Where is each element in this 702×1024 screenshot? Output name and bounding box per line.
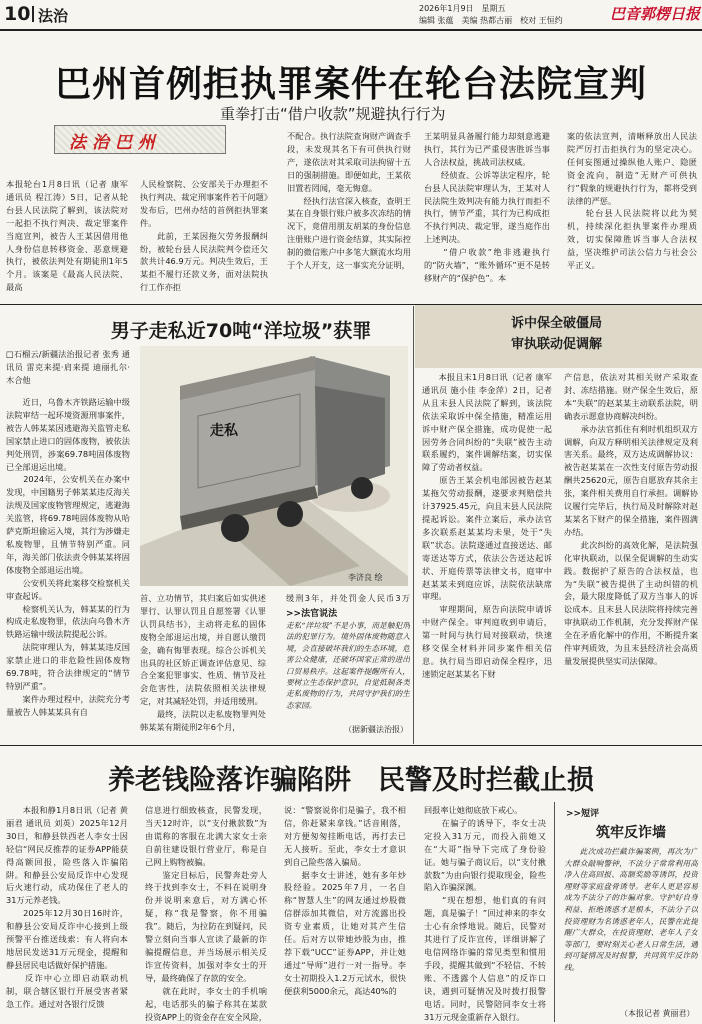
sidebar-label: >>短评 (566, 809, 600, 819)
article4-headline: 养老钱险落诈骗陷阱 民警及时拦截止损 (108, 765, 594, 796)
comment-text: 走私“洋垃圾”不是小事，而是触犯刑法的犯罪行为。境外固体废物随意入境，会直接破坏我们的生态环境，危害公众健康，还破坏国家正常的进出口贸易秩序。这起案件提醒所有人，要树立生态保护意识，自觉抵制各类走私废物的行为，共同守护我们的生态家园。 (286, 621, 410, 710)
page-number-divider (32, 6, 34, 22)
truck-illustration (140, 346, 408, 586)
article1-col1: 本报轮台1月8日讯（记者 康军 通讯员 程江涛）5日，记者从轮台县人民法院了解到，该法院对一起拒不执行判决、裁定罪案件当庭宣判，被告人王某因借用他人身份信息转移资金、恶意规避执行，被依法判处有期徒刑1年5个月。该案是《最高人民法院、最高 (6, 179, 128, 293)
sidebar-separator (554, 802, 555, 1022)
main-headline: 巴州首例拒执罪案件在轮台法院宣判 (54, 64, 647, 105)
sidebar-source: （本报记者 黄丽君） (620, 1009, 695, 1018)
main-subhead: 重拳打击“借户收款”规避执行行为 (220, 105, 446, 123)
section-name: 法治 (38, 7, 69, 25)
article3-col2: 产信息，依法对其相关财产采取查封、冻结措施。财产保全生效后，原本“失联”的赵某某主动联系法院，明确表示愿意协商解决纠纷。 承办法官抓住有利时机组织双方调解，向双方释明相关法律规定及利害关系。最终，双方达成调解协议：被告赵某某在一次性支付原告劳动报酬共25620元，原告自愿放弃其余主张，案件相关费用自行承担。调解协议履行完毕后，执行局及时解除对赵某某名下财产的保全措施，案件圆满办结。 此次纠纷的高效化解，是法院强化审执联动，以保全促调解的生动实践。数据护了原告的合法权益，也为“失联”被告提供了主动纠错的机会，最大限度降低了双方当事人的诉讼成本。且末县人民法院将持续完善审执联动工作机制，充分发挥财产保全在矛盾化解中的作用，不断提升案件审判质效，为且末县经济社会高质量发展提供坚实司法保障。 (564, 372, 698, 666)
masthead (0, 0, 702, 30)
issue-date: 2026年1月9日 星期五 (419, 4, 506, 13)
staff-credits: 编辑 张蕴 美编 热都古丽 校对 王恒约 (419, 16, 563, 25)
article2-col3: 缓刑3年，并处罚金人民币3万 (286, 593, 410, 603)
column-banner-label: 法 治 巴 州 (69, 133, 155, 153)
article3-headline-box (415, 305, 702, 368)
page-number: 10 (4, 3, 31, 25)
article4-col4: 回报率让她彻底放下戒心。 在骗子的诱导下，李女士决定投入31万元，而投入前她又在“大哥”指导下完成了身份验证。她与骗子商议后，以“支付揪款数”为由向银行提取现金，险些陷入诈骗深渊。 “现在想想，他们真的有问题，真是骗子！”回过神来的李女士心有余悸地说。随后，民警对其进行了反诈宣传，详细讲解了电信网络诈骗的常见类型和惯用手段，提醒其做到“不轻信、不转账、不透露个人信息”的反诈口诀，遇到可疑情况及时拨打报警电话。同时，民警陪同李女士将31万元现金重新存入银行。 (424, 805, 546, 1022)
article2-col2: 首、立功情节，其归案后如实供述罪行、认罪认罚且自愿签署《认罪认罚具结书》，主动将走私的固体废物全部退运出境，并自愿认缴罚金，确有悔罪表现。综合公诉机关出具的社区矫正调查评估意见、综合全案犯罪事实、性质、情节及社会危害性，法院依照相关法律规定，对其减轻处罚，并适用缓刑。 最终，法院以走私废物罪判处韩某某有期徒刑2年6个月， (140, 593, 266, 733)
comment-source: （据新疆法治报） (344, 725, 408, 734)
article2-headline: 男子走私近70吨“洋垃圾”获罪 (110, 320, 372, 342)
comment-label: >>法官说法 (286, 609, 338, 619)
truck-illustration-svg (140, 346, 408, 586)
truck-label: 走私 (210, 423, 238, 439)
article1-col4: 王某明显具备履行能力却刻意逃避执行，其行为已严重侵害胜诉当事人合法权益，挑战司法权威。 经侦查、公诉等法定程序，轮台县人民法院审理认为，王某对人民法院生效判决有能力执行而拒不执行，情节严重，其行为已构成拒不执行判决、裁定罪，遂当庭作出上述判决。 “借户收款”绝非逃避执行的“防火墙”，“账外循环”更不是转移财产的“保护色”。本 (424, 131, 550, 283)
article1-col5: 案的依法宣判，清晰释放出人民法院严厉打击拒执行为的坚定决心。任何妄图通过操纵他人账户、隐匿资金流向，制造“无财产可供执行”假象的规避执行行为，都将受到法律的严惩。 轮台县人民法院将以此为契机，持续深化拒执罪案件办理质效，切实保障胜诉当事人合法权益，坚决维护司法公信力与社会公平正义。 (567, 131, 697, 271)
image-caption: 李济良 绘 (348, 573, 383, 582)
article3-col1: 本报且末1月8日讯（记者 康军 通讯员 施小佳 李金萍）2日，记者从且末县人民法院了解到，该法院依法采取诉中保全措施，精准运用诉中财产保全措施，成功促使一起因劳务合同纠纷的“失联”被告主动联系履约，案件调解结案，切实保障了劳动者权益。 原告王某会机电部因被告赵某某拖欠劳动报酬，遂要求判赔偿共计37925.45元，向且末县人民法院提起诉讼。案件立案后，承办法官多次联系赵某某均未果，处于“失联”状态。法院遂通过直接送达、邮寄送达等方式，依法公告送达起诉状、开庭传票等法律文书，庭审中赵某某未到庭应诉，法院依法缺席审理。 审理期间，原告向法院申请诉中财产保全。审判庭收到申请后，第一时间与执行局对接联动，快速移交保全材料并同步案件相关信息。执行局当即启动保全程序，迅速锁定赵某某名下财 (422, 372, 552, 679)
article2-col1: 近日，乌鲁木齐铁路运输中级法院审结一起环境资源刑事案件，被告人韩某某因逃避海关监管走私国家禁止进口的固体废物，被依法判处刑罚，涉案69.78吨固体废物已全部退运出境。 2024年，公安机关在办案中发现，中国籍男子韩某某违反海关法规及国家废物管理规定，逃避海关监管，将69.78吨固体废物从哈萨克斯坦偷运入境，其行为涉嫌走私废物罪，且情节特别严重。同年，海关部门依法责令韩某某将固体废物全部退运出境。 公安机关将此案移交检察机关审查起诉。 检察机关认为，韩某某的行为构成走私废物罪，依法向乌鲁木齐铁路运输中级法院提起公诉。 法院审理认为，韩某某违反国家禁止进口的非危险性固体废物69.78吨，符合法律规定的“情节特别严重”。 案件办理过程中，法院充分考量被告人韩某某具有自 (6, 397, 130, 717)
masthead-rule (0, 29, 702, 31)
sidebar-title: 筑牢反诈墙 (596, 825, 666, 841)
article3-separator (413, 306, 414, 744)
article4-col3: 说：“警察说你们是骗子，我不相信，你赶紧来拿钱。”话音刚落，对方便匆匆挂断电话，再打去已无人接听。至此，李女士才意识到自己险些落入骗局。 据李女士讲述，她有多年炒股经验。2025年7月，一名自称“智慧人生”的网友通过炒股微信群添加其微信，对方流露出投资专业素质，让她对其产生信任。后对方以带她炒股为由，推荐下载“UCC”证券APP，并让她通过“导师”进行一对一指导。李女士初期投入1.2万元试水，很快便获利5000余元，高达40%的 (284, 805, 406, 996)
column-banner (54, 125, 226, 154)
article1-col3: 不配合。执行法院查询财产调查手段，未发现其名下有可供执行财产，遂依法对其采取司法拘留十五日的强制措施。即便如此，王某依旧置若罔闻，毫无悔意。 经执行法官深入核查，查明王某在自身银行账户被多次冻结的情况下，竟借用朋友胡某的身份信息注册账户进行资金结算，其实际控制的微信账户中多笔大额流水均用于个人开支，这一事实充分证明， (287, 131, 411, 271)
article2-byline: □石榴云/新疆法治报记者 张秀 通讯员 雷克来提·肩来提 迪丽扎尔·木合他 (6, 349, 130, 385)
sidebar-text: 此次成功拦截诈骗案例，再次为广大群众敲响警钟，不法分子常常利用高净入住高回报、高额奖励等诱饵，投资理财等家庭盘骨诱导。老年人更是容易成为不法分子的诈骗对象。守护好自身利益、拒绝诱惑才是根本，不法分子以投资理财为名诱惑老年人，民警在此提醒广大群众，在投资理财、老年人子女等部门，要时刻关心老人日常生活，遇到可疑情况及时报警，共同筑牢反诈防线。 (564, 847, 698, 972)
article3-headline: 诉中保全破僵局 审执联动促调解 (511, 316, 603, 352)
article1-col2: 人民检察院、公安部关于办理拒不执行判决、裁定刑事案件若干问题》发布后，巴州办结的首例拒执罪案件。 此前，王某因拖欠劳务报酬纠纷，被轮台县人民法院判令偿还欠款共计46.9万元。判决生效后，王某拒不履行还款义务，面对法院执行工作亦拒 (140, 179, 268, 293)
article4-col1: 本报和静1月8日讯（记者 黄丽君 通讯员 刘英）2025年12月30日，和静县铁西老人李女士因轻信“网民反推荐的证券APP能获得高额回报，险些落入诈骗陷阱。和静县公安局反诈中心发现后火速行动，成功保住了老人的31万元养老钱。 2025年12月30日16时许，和静县公安局反诈中心接到上级预警平台推送线索：有人将向本地居民发送31万元现金，提醒和静县居民电话做好保护措施。 反诈中心立即启动联动机制，联合辖区银行开展受害者紧急工作。通过对各银行反馈 (6, 805, 128, 1009)
article3-bottom-rule (0, 745, 702, 746)
article4-col2: 信息进行细致核查，民警发现，当天12时许，以“支付揪款数”为由谎称的客服在北满大家女士亲自前往建设银行营业厅，称是自己网上购物被骗。 鉴定目标后，民警奔赴旁人终于找到李女士，不料在说明身份并说明来意后，对方满心怀疑，称“我是警察，你不用骗我”。随后，为拉防在到疑问，民警立刻向当事人宣读了最新的诈骗提醒信息，并当场展示相关反诈宣传资料，加强对李女士的开导，最终确保了存款的安全。 就在此时，李女士的手机响起，电话那头的骗子称其在某款投资APP上的资金存在安全风险， (145, 805, 267, 1022)
paper-name: 巴音郭楞日报 (610, 5, 701, 23)
